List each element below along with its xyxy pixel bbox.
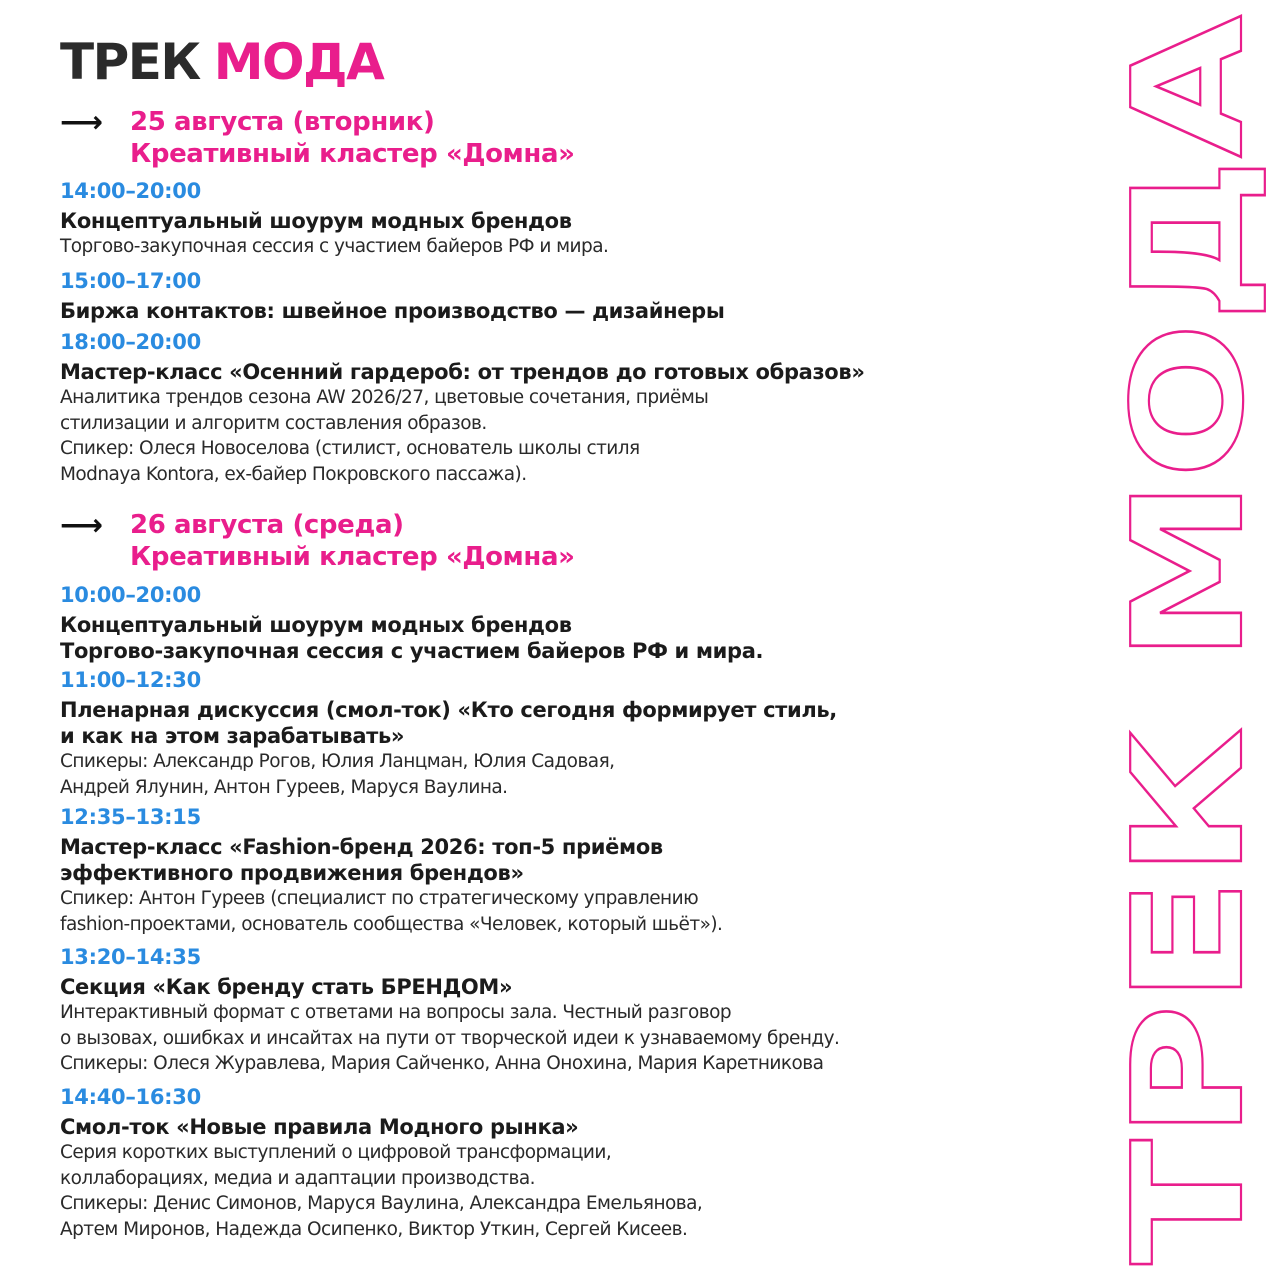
title-word-fashion: МОДА [213,33,384,91]
event-description: Торгово-закупочная сессия с участием байеров РФ и мира. [60,236,609,257]
arrow-right-icon: ⟶ [60,508,104,543]
schedule-item [60,178,1080,260]
event-time: 13:20–14:35 [60,945,201,969]
schedule-item [60,329,1080,487]
event-title: Мастер-класс «Fashion-бренд 2026: топ-5 приёмов [60,835,663,859]
event-description: Серия коротких выступлений о цифровой трансформации, [60,1142,612,1163]
event-speakers: Артем Миронов, Надежда Осипенко, Виктор Уткин, Сергей Кисеев. [60,1218,688,1240]
day-date: 26 августа (среда) [130,510,404,540]
day-header [60,509,575,573]
event-title: и как на этом зарабатывать» [60,724,405,748]
event-description: Аналитика трендов сезона AW 2026/27, цветовые сочетания, приёмы [60,387,709,408]
title-word-track: ТРЕК [60,33,200,91]
schedule-item [60,582,1080,664]
day-header [60,106,575,170]
event-title: Торгово-закупочная сессия с участием байеров РФ и мира. [60,639,764,663]
schedule-item [60,268,1080,324]
schedule-item [60,804,1080,937]
event-speakers: Спикеры: Олеся Журавлева, Мария Сайченко, Анна Онохина, Мария Каретникова [60,1053,824,1075]
event-title: Смол-ток «Новые правила Модного рынка» [60,1115,579,1139]
event-title: Концептуальный шоурум модных брендов [60,209,572,233]
schedule-item [60,1084,1080,1242]
event-speakers: Андрей Ялунин, Антон Гуреев, Маруся Ваулина. [60,776,508,798]
day-venue: Креативный кластер «Домна» [130,139,575,169]
schedule-item [60,667,1080,800]
event-title: Мастер-класс «Осенний гардероб: от трендов до готовых образов» [60,360,865,384]
vertical-title [1100,0,1277,1280]
schedule-item [60,944,1080,1077]
event-title: Биржа контактов: швейное производство — дизайнеры [60,299,725,323]
event-speaker: Спикер: Антон Гуреев (специалист по стратегическому управлению [60,888,699,909]
event-time: 18:00–20:00 [60,330,201,354]
event-time: 15:00–17:00 [60,269,201,293]
vertical-title-text: ТРЕК МОДА [1100,235,1277,1265]
event-time: 10:00–20:00 [60,583,201,607]
event-time: 11:00–12:30 [60,668,201,692]
event-time: 14:40–16:30 [60,1085,201,1109]
event-description: коллаборациях, медиа и адаптации производства. [60,1167,536,1189]
page-title [60,34,383,90]
event-time: 14:00–20:00 [60,179,201,203]
event-time: 12:35–13:15 [60,805,201,829]
event-speaker: Modnaya Kontora, ex-байер Покровского пассажа). [60,463,527,485]
event-description: о вызовах, ошибках и инсайтах на пути от творческой идеи к узнаваемому бренду. [60,1027,840,1049]
event-title: Концептуальный шоурум модных брендов [60,613,572,637]
event-speaker: fashion-проектами, основатель сообщества «Человек, который шьёт»). [60,913,723,935]
day-venue: Креативный кластер «Домна» [130,542,575,572]
day-date: 25 августа (вторник) [130,107,435,137]
event-title: Пленарная дискуссия (смол-ток) «Кто сегодня формирует стиль, [60,698,837,722]
event-description: стилизации и алгоритм составления образов. [60,412,487,434]
event-speaker: Спикер: Олеся Новоселова (стилист, основатель школы стиля [60,438,640,460]
event-speakers: Спикеры: Александр Рогов, Юлия Ланцман, Юлия Садовая, [60,751,615,772]
arrow-right-icon: ⟶ [60,105,104,140]
event-speakers: Спикеры: Денис Симонов, Маруся Ваулина, Александра Емельянова, [60,1193,703,1215]
event-title: Секция «Как бренду стать БРЕНДОМ» [60,975,513,999]
event-title: эффективного продвижения брендов» [60,861,524,885]
event-description: Интерактивный формат с ответами на вопросы зала. Честный разговор [60,1002,732,1023]
